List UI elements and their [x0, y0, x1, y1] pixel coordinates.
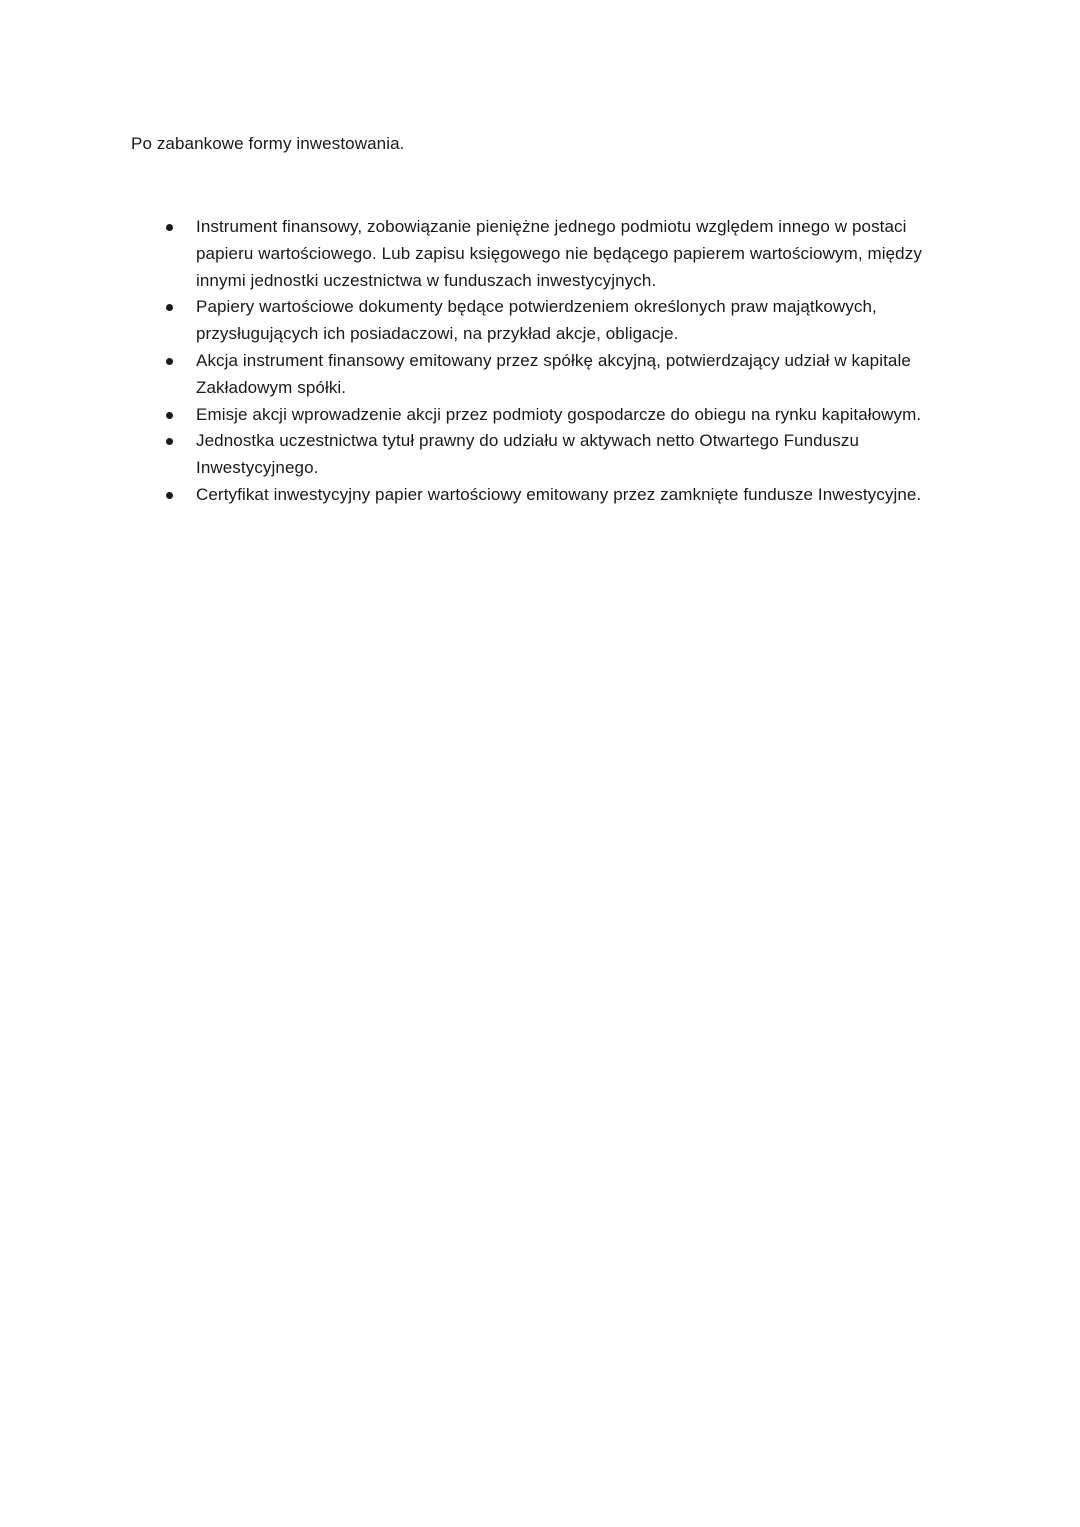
- list-item-text: Akcja instrument finansowy emitowany przez spółkę akcyjną, potwierdzający udział w kapitale Zakładowym spółki.: [196, 350, 911, 397]
- list-item-text: Jednostka uczestnictwa tytuł prawny do udziału w aktywach netto Otwartego Funduszu Inwestycyjnego.: [196, 431, 860, 478]
- list-item-text: Emisje akcji wprowadzenie akcji przez podmioty gospodarcze do obiegu na rynku kapitałowym.: [196, 404, 922, 424]
- list-item-text: Papiery wartościowe dokumenty będące potwierdzeniem określonych praw majątkowych, przysługujących ich posiadaczowi, na przykład akcje, obligacje.: [196, 297, 877, 344]
- bullet-icon: [166, 492, 173, 499]
- list-item: [196, 348, 936, 402]
- bullet-list: [196, 214, 936, 509]
- bullet-icon: [166, 224, 173, 231]
- list-item-text: Instrument finansowy, zobowiązanie pieniężne jednego podmiotu względem innego w postaci papieru wartościowego. Lub zapisu księgowego nie będącego papierem wartościowym, między innymi jednostki uczestnictwa w funduszach inwestycyjnych.: [196, 217, 922, 290]
- list-item: [196, 214, 936, 294]
- bullet-icon: [166, 304, 173, 311]
- list-item: [196, 428, 936, 482]
- list-item: [196, 402, 936, 429]
- list-item: [196, 294, 936, 348]
- list-item-text: Certyfikat inwestycyjny papier wartościowy emitowany przez zamknięte fundusze Inwestycyjne.: [196, 484, 922, 504]
- bullet-icon: [166, 358, 173, 365]
- bullet-icon: [166, 412, 173, 419]
- list-item: [196, 482, 936, 509]
- bullet-icon: [166, 438, 173, 445]
- document-title: Po zabankowe formy inwestowania.: [131, 134, 405, 153]
